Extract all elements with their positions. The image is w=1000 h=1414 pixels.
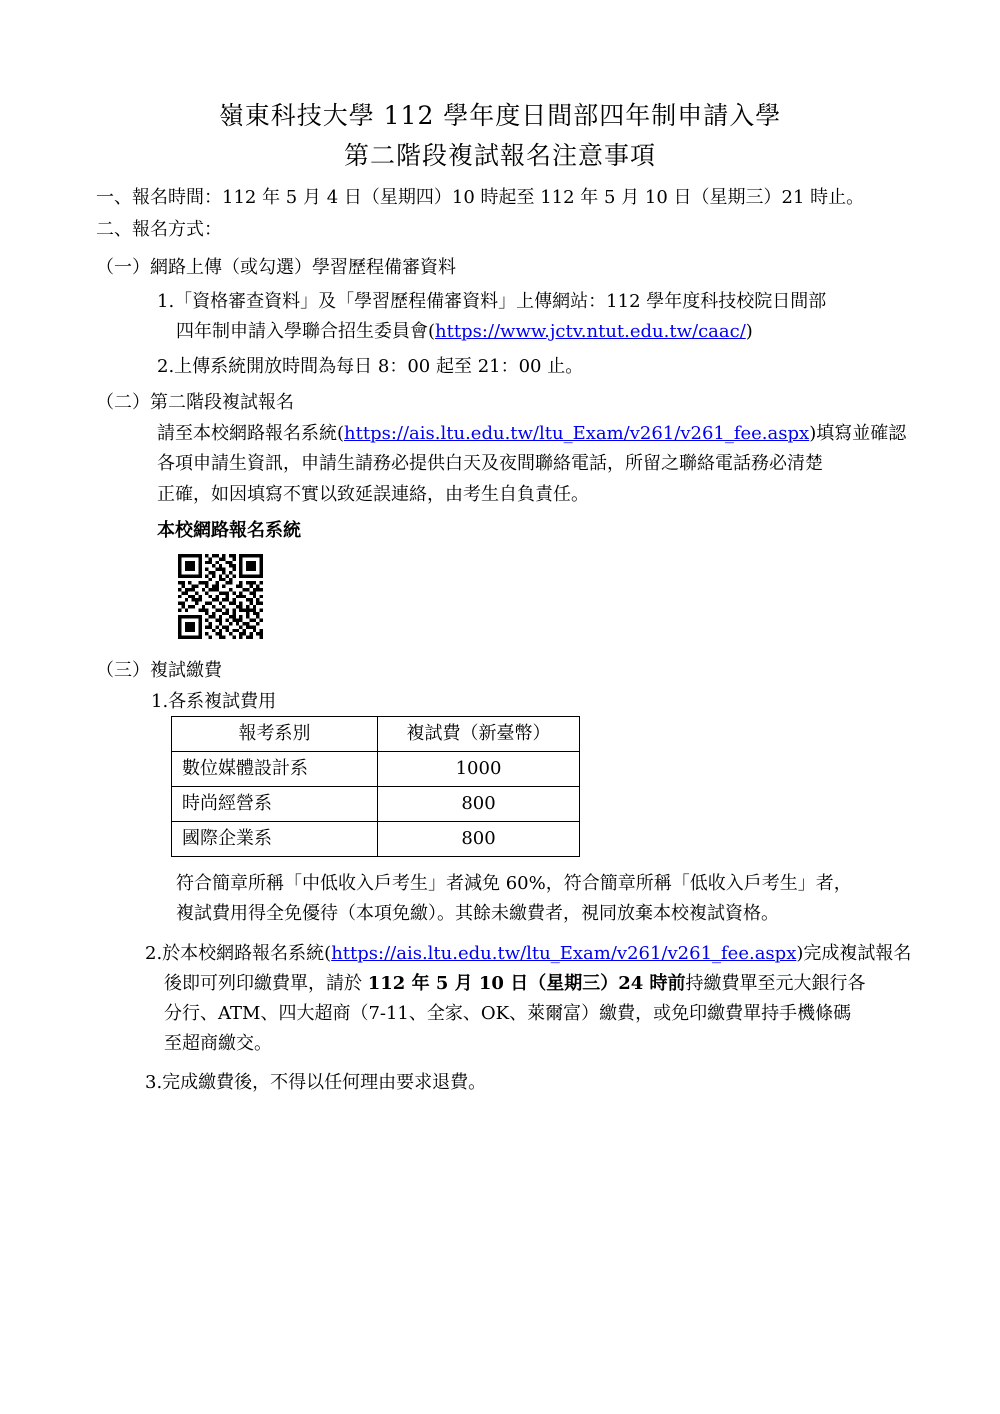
second-stage-heading: （二）第二階段複試報名 — [96, 392, 294, 413]
qr-label: 本校網路報名系統 — [157, 520, 301, 541]
fee-waiver-note-line2: 複試費用得全免優待（本項免繳）。其餘未繳費者，視同放棄本校複試資格。 — [176, 903, 779, 924]
caac-link[interactable]: https://www.jctv.ntut.edu.tw/caac/ — [435, 321, 746, 342]
department-cell: 時尚經營系 — [172, 787, 378, 822]
fee-heading: （三）複試繳費 — [96, 660, 222, 681]
registration-system-link-2[interactable]: https://ais.ltu.edu.tw/ltu_Exam/v261/v261_fee.aspx — [331, 943, 797, 964]
fee-item-3: 3.完成繳費後，不得以任何理由要求退費。 — [145, 1072, 487, 1093]
table-row — [172, 822, 580, 857]
department-cell: 數位媒體設計系 — [172, 752, 378, 787]
fee-item-1: 1.各系複試費用 — [151, 691, 277, 712]
fee-table — [171, 716, 580, 857]
upload-heading: （一）網路上傳（或勾選）學習歷程備審資料 — [96, 257, 456, 278]
qr-finder-top-left — [178, 554, 202, 578]
fee-item-2-line2 — [164, 975, 866, 993]
fee-waiver-note-line1: 符合簡章所稱「中低收入戶考生」者減免 60%，符合簡章所稱「低收入戶考生」者， — [176, 873, 852, 894]
registration-system-link[interactable]: https://ais.ltu.edu.tw/ltu_Exam/v261/v261_fee.aspx — [344, 423, 810, 444]
fee-table-header-fee: 複試費（新臺幣） — [378, 717, 580, 752]
fee-cell: 1000 — [378, 752, 580, 787]
fee-item-2-prefix: 2.於本校網路報名系統( — [145, 943, 332, 964]
upload-item-1-suffix: ) — [745, 321, 753, 342]
department-cell: 國際企業系 — [172, 822, 378, 857]
fee-item-2-line4: 至超商繳交。 — [164, 1033, 272, 1054]
upload-item-1-prefix: 四年制申請入學聯合招生委員會( — [176, 321, 436, 342]
fee-item-2-line2-suffix: 持繳費單至元大銀行各 — [685, 973, 866, 994]
second-stage-para-suffix: )填寫並確認 — [809, 423, 907, 444]
registration-method-heading: 二、報名方式： — [96, 219, 222, 240]
fee-item-2-suffix: )完成複試報名 — [796, 943, 912, 964]
fee-item-2-line3: 分行、ATM、四大超商（7-11、全家、OK、萊爾富）繳費，或免印繳費單持手機條碼 — [164, 1003, 852, 1024]
upload-item-1-line2 — [176, 323, 753, 341]
qr-finder-bottom-left — [178, 615, 202, 639]
table-row — [172, 787, 580, 822]
second-stage-para-line2: 各項申請生資訊，申請生請務必提供白天及夜間聯絡電話，所留之聯絡電話務必清楚 — [157, 453, 823, 474]
second-stage-para-prefix: 請至本校網路報名系統( — [157, 423, 345, 444]
document-title-line1: 嶺東科技大學 112 學年度日間部四年制申請入學 — [218, 101, 782, 130]
second-stage-para-line1 — [157, 425, 906, 443]
document-title-line2: 第二階段複試報名注意事項 — [343, 141, 656, 170]
fee-table-header-row — [172, 717, 580, 752]
payment-deadline: 112 年 5 月 10 日（星期三）24 時前 — [367, 973, 686, 994]
fee-cell: 800 — [378, 787, 580, 822]
qr-code[interactable] — [178, 554, 263, 639]
fee-item-2-line2-prefix: 後即可列印繳費單，請於 — [164, 973, 368, 994]
upload-item-1-line1: 1.「資格審查資料」及「學習歷程備審資料」上傳網站：112 學年度科技校院日間部 — [157, 291, 827, 312]
fee-table-header-department: 報考系別 — [172, 717, 378, 752]
upload-item-2: 2.上傳系統開放時間為每日 8：00 起至 21：00 止。 — [157, 356, 584, 377]
second-stage-para-line3: 正確，如因填寫不實以致延誤連絡，由考生自負責任。 — [157, 484, 589, 505]
qr-finder-top-right — [239, 554, 263, 578]
fee-cell: 800 — [378, 822, 580, 857]
fee-item-2-line1 — [145, 945, 911, 963]
registration-period: 一、報名時間：112 年 5 月 4 日（星期四）10 時起至 112 年 5 月 10 日（星期三）21 時止。 — [96, 187, 865, 208]
table-row — [172, 752, 580, 787]
